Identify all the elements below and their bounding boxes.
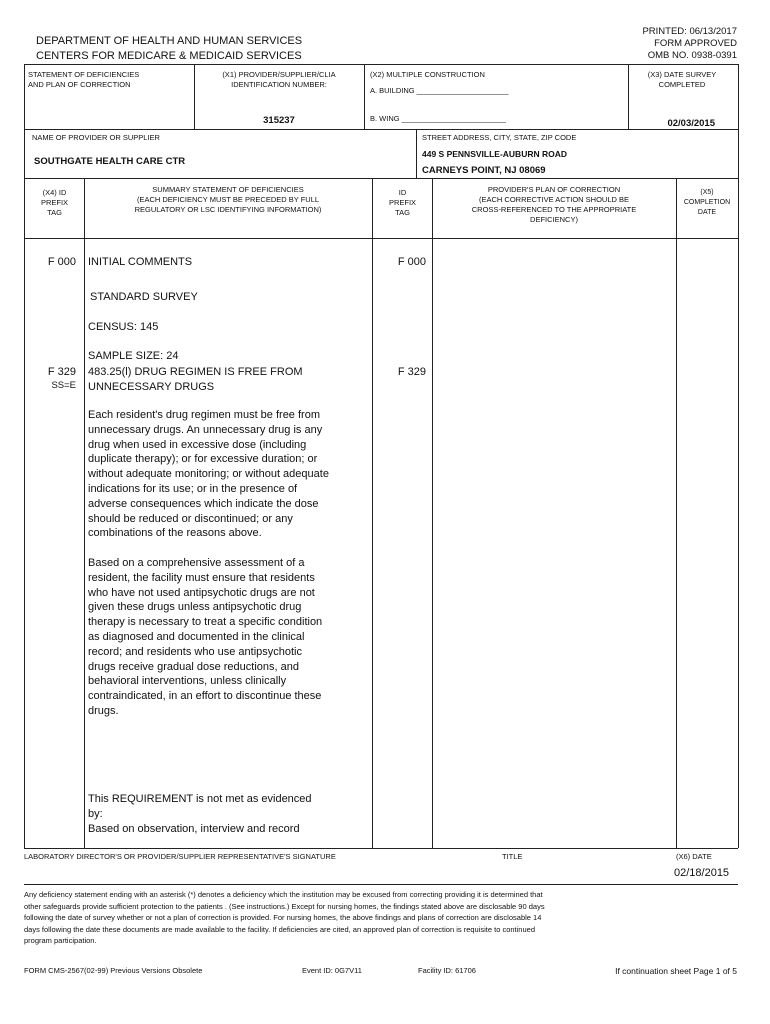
facility-id: Facility ID: 61706 [418,966,476,975]
tag-f329-right: F 329 [397,366,426,378]
x2-label: (X2) MULTIPLE CONSTRUCTION [370,70,485,79]
omb-number: OMB NO. 0938-0391 [647,50,737,61]
provider-id-number: 315237 [263,115,295,126]
printed-date: PRINTED: 06/13/2017 [642,26,737,37]
x3-label: (X3) DATE SURVEY COMPLETED [647,70,717,89]
title-label: TITLE [502,852,523,861]
scope-severity: SS=E [51,380,76,391]
statement-label: STATEMENT OF DEFICIENCIES AND PLAN OF CORRECTION [28,70,140,89]
form-approved: FORM APPROVED [654,38,737,49]
building-field: A. BUILDING ______________________ [370,86,509,95]
summary-header: SUMMARY STATEMENT OF DEFICIENCIES (EACH DEFICIENCY MUST BE PRECEDED BY FULL REGULATORY OR LSC IDENTIFYING INFORMATION) [134,185,322,214]
requirement-not-met: This REQUIREMENT is not met as evidenced by: Based on observation, interview and record [88,793,312,835]
centers-title: CENTERS FOR MEDICARE & MEDICAID SERVICES [36,50,302,62]
wing-field: B. WING _________________________ [370,114,506,123]
x6-date-label: (X6) DATE [676,852,712,861]
department-title: DEPARTMENT OF HEALTH AND HUMAN SERVICES [36,35,303,47]
signature-date: 02/18/2015 [674,867,730,879]
page-indicator: If continuation sheet Page 1 of 5 [615,966,737,976]
signature-label: LABORATORY DIRECTOR'S OR PROVIDER/SUPPLIER REPRESENTATIVE'S SIGNATURE [24,852,336,861]
tag-f329: F 329 [47,366,76,378]
street-address: 449 S PENNSVILLE-AUBURN ROAD [422,149,567,159]
regulation-title: 483.25(l) DRUG REGIMEN IS FREE FROM UNNECESSARY DRUGS [88,366,303,393]
tag-f000-right: F 000 [397,256,426,268]
sample-size: SAMPLE SIZE: 24 [88,350,179,362]
initial-comments: INITIAL COMMENTS [88,256,193,268]
x5-header: (X5) COMPLETION DATE [683,189,731,216]
census: CENSUS: 145 [88,321,159,333]
regulation-paragraph-1: Each resident's drug regimen must be free from unnecessary drugs. An unnecessary drug is any drug when used in excessive dose (including duplicate therapy); or for excessive duration; or without adequate monitoring; or without adequate indications for its use; or in the presence of adverse consequences which indicate the dose should be reduced or discontinued; or any combinations of the reasons above. [88,409,329,540]
regulation-paragraph-2: Based on a comprehensive assessment of a resident, the facility must ensure that residents who have not used antipsychotic drugs are not given these drugs unless antipsychotic drug therapy is necessary to treat a specific condition as diagnosed and documented in the clinical record; and residents who use antipsychotic drugs receive gradual dose reductions, and behavioral interventions, unless clinically contraindicated, in an effort to discontinue these drugs. [88,557,323,717]
city-state-zip: CARNEYS POINT, NJ 08069 [422,165,546,176]
event-id: Event ID: 0G7V11 [302,966,362,975]
provider-name-label: NAME OF PROVIDER OR SUPPLIER [32,133,160,142]
provider-name: SOUTHGATE HEALTH CARE CTR [34,156,186,167]
address-label: STREET ADDRESS, CITY, STATE, ZIP CODE [422,133,577,142]
form-number: FORM CMS-2567(02-99) Previous Versions Obsolete [24,966,203,975]
tag-f000: F 000 [47,256,76,268]
plan-header: PROVIDER'S PLAN OF CORRECTION (EACH CORRECTIVE ACTION SHOULD BE CROSS-REFERENCED TO THE APPROPRIATE DEFICIENCY) [471,185,637,224]
disclosure-note: Any deficiency statement ending with an asterisk (*) denotes a deficiency which the institution may be excused from correcting providing it is determined that other safeguards provide sufficient protection to the patients . (See instructions.) Except for nursing homes, the findings stated above are disclosable 90 days following the date of survey whether or not a plan of correction is provided. For nursing homes, the above findings and plans of correction are disclosable 14 days following the date these documents are made available to the facility. If deficiencies are cited, an approved plan of correction is requisite to continued program participation. [24,890,545,945]
id-prefix-header: ID PREFIX TAG [388,188,417,217]
standard-survey: STANDARD SURVEY [90,291,198,303]
survey-completed-date: 02/03/2015 [667,118,715,129]
x4-header: (X4) ID PREFIX TAG [40,188,69,217]
x1-label: (X1) PROVIDER/SUPPLIER/CLIA IDENTIFICATION NUMBER: [222,70,336,89]
